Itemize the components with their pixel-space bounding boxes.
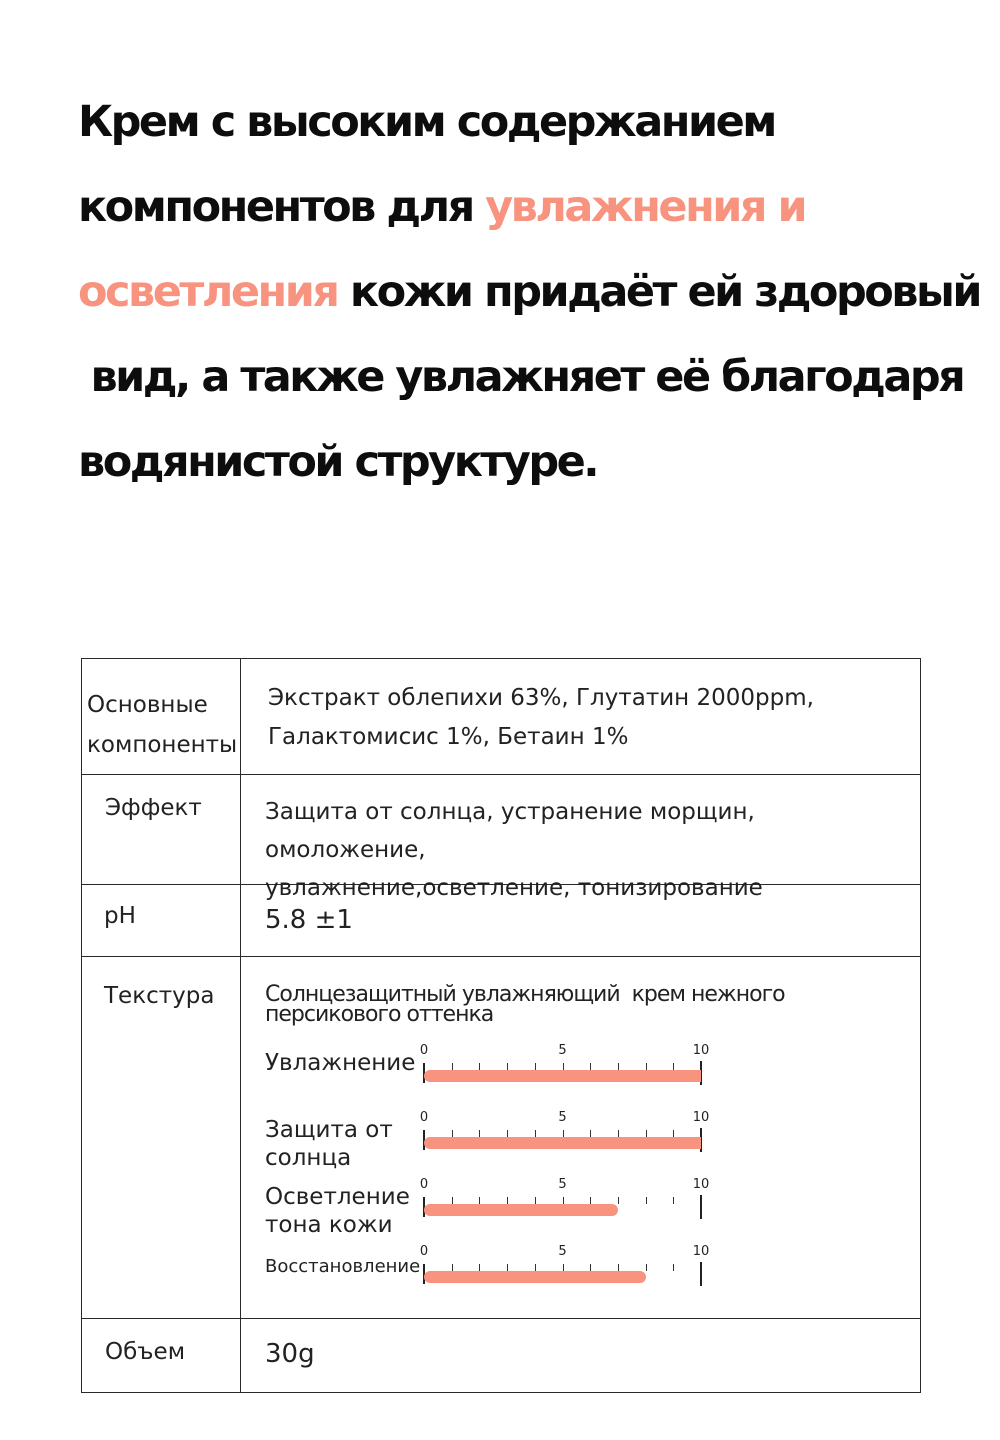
- meter-fill-bar: [424, 1070, 701, 1082]
- meter-tick: [590, 1264, 591, 1271]
- value-cell: [241, 885, 921, 957]
- meter-tick-max-label: 10: [692, 1177, 710, 1192]
- texture-label: Текстура: [104, 983, 215, 1009]
- meter-fill-bar: [424, 1137, 701, 1149]
- ph-value: 5.8 ±1: [265, 905, 353, 935]
- meter-edge: [700, 1195, 702, 1219]
- meter-tick-mid-label: 5: [558, 1043, 567, 1058]
- headline-accent: осветления: [78, 267, 338, 317]
- meter-tick: [618, 1130, 619, 1137]
- headline-text: кожи придаёт ей здоровый: [337, 267, 981, 317]
- label-cell: [82, 659, 241, 775]
- meter-tick: [507, 1130, 508, 1137]
- meter-fill-bar: [424, 1271, 646, 1283]
- meter-tick: [673, 1264, 674, 1271]
- meter-tick: [479, 1264, 480, 1271]
- row-main-components: [82, 659, 921, 775]
- row-volume: [82, 1319, 921, 1393]
- value-line: Галактомисис 1%, Бетаин 1%: [268, 724, 629, 750]
- meter-tick: [673, 1130, 674, 1137]
- value-line: увлажнение,осветление, тонизирование: [265, 875, 763, 901]
- value-line: Экстракт облепихи 63%, Глутатин 2000ppm,: [268, 685, 814, 711]
- value-line: персикового оттенка: [265, 1002, 494, 1027]
- label-line: Основные: [87, 692, 208, 718]
- label-cell: [82, 775, 241, 885]
- value-line: Солнцезащитный увлажняющий крем нежного: [265, 982, 785, 1007]
- main-components-value: [268, 679, 814, 757]
- meter-label-recovery: [265, 1253, 420, 1281]
- meter-tick: [535, 1264, 536, 1271]
- meter-tick-max-label: 10: [692, 1110, 710, 1125]
- meter-tick-mid-label: 5: [558, 1244, 567, 1259]
- value-cell: [241, 957, 921, 1319]
- headline-text: компонентов для: [78, 182, 486, 232]
- meter-tick: [563, 1063, 564, 1070]
- meter-label-line: Защита от: [265, 1117, 393, 1143]
- meter-tick: [535, 1130, 536, 1137]
- meter-tick: [646, 1063, 647, 1070]
- headline-accent: увлажнения и: [485, 182, 806, 232]
- meter-tick: [563, 1130, 564, 1137]
- value-cell: [241, 775, 921, 901]
- meter-tick-min-label: 0: [419, 1244, 429, 1259]
- volume-value: 30g: [265, 1339, 315, 1369]
- meter-fill-bar: [424, 1204, 618, 1216]
- headline-line-5: водянистой структуре.: [78, 437, 598, 487]
- value-cell: [241, 1319, 921, 1393]
- meter-tick: [590, 1063, 591, 1070]
- meter-tick: [673, 1063, 674, 1070]
- label-cell: [82, 1319, 241, 1393]
- row-effect: [82, 775, 921, 885]
- meter-edge: [700, 1262, 702, 1286]
- meter-tick: [590, 1197, 591, 1204]
- texture-description: [265, 982, 785, 1027]
- meter-recovery: [419, 1244, 714, 1294]
- meter-tick: [452, 1130, 453, 1137]
- meter-tick: [618, 1264, 619, 1271]
- meter-moisture: [419, 1043, 714, 1093]
- meter-tick-mid-label: 5: [558, 1110, 567, 1125]
- meter-tick: [507, 1264, 508, 1271]
- meter-tick-max-label: 10: [692, 1244, 710, 1259]
- meter-tick: [479, 1130, 480, 1137]
- value-line: Защита от солнца, устранение морщин, омоложение,: [265, 799, 755, 863]
- meter-tick-mid-label: 5: [558, 1177, 567, 1192]
- headline-line-3: [78, 250, 981, 335]
- meter-tick: [590, 1130, 591, 1137]
- meter-label-line: Увлажнение: [265, 1050, 416, 1076]
- meter-tick: [535, 1197, 536, 1204]
- meter-tick: [646, 1197, 647, 1204]
- meter-label-line: Осветление: [265, 1184, 410, 1210]
- meter-label-brightening: [265, 1183, 410, 1239]
- meter-tick: [452, 1197, 453, 1204]
- meter-tick: [479, 1197, 480, 1204]
- meter-tick: [646, 1130, 647, 1137]
- meter-tick: [452, 1063, 453, 1070]
- meter-tick: [618, 1197, 619, 1204]
- meter-label-line: Восстановление: [265, 1256, 421, 1277]
- meter-brightening: [419, 1177, 714, 1227]
- label-cell: [82, 957, 241, 1319]
- volume-label: Объем: [105, 1339, 186, 1365]
- meter-tick: [563, 1264, 564, 1271]
- label-cell: [82, 885, 241, 957]
- main-components-label: [87, 685, 237, 765]
- meter-tick-min-label: 0: [419, 1043, 429, 1058]
- spec-table: [81, 658, 921, 1393]
- meter-tick: [646, 1264, 647, 1271]
- meter-label-moisture: [265, 1049, 415, 1077]
- meter-tick: [452, 1264, 453, 1271]
- row-texture: [82, 957, 921, 1319]
- meter-sun-protection: [419, 1110, 714, 1160]
- ph-label: pH: [104, 903, 136, 929]
- meter-tick: [618, 1063, 619, 1070]
- headline-line-2: [78, 165, 978, 250]
- meter-tick-min-label: 0: [419, 1110, 429, 1125]
- meter-tick: [563, 1197, 564, 1204]
- row-ph: [82, 885, 921, 957]
- headline-line-4: вид, а также увлажняет её благодаря: [78, 352, 964, 402]
- meter-tick: [507, 1063, 508, 1070]
- meter-tick-min-label: 0: [419, 1177, 429, 1192]
- meter-tick: [535, 1063, 536, 1070]
- meter-tick-max-label: 10: [692, 1043, 710, 1058]
- meter-label-line: тона кожи: [265, 1212, 393, 1238]
- value-cell: [241, 659, 921, 775]
- meter-tick: [479, 1063, 480, 1070]
- headline: [78, 80, 981, 505]
- meter-label-sun-protection: [265, 1116, 393, 1172]
- effect-label: Эффект: [105, 795, 202, 821]
- label-line: компоненты: [87, 732, 238, 758]
- meter-tick: [507, 1197, 508, 1204]
- headline-line-1: Крем с высоким содержанием: [78, 97, 775, 147]
- meter-tick: [673, 1197, 674, 1204]
- meter-label-line: солнца: [265, 1145, 352, 1171]
